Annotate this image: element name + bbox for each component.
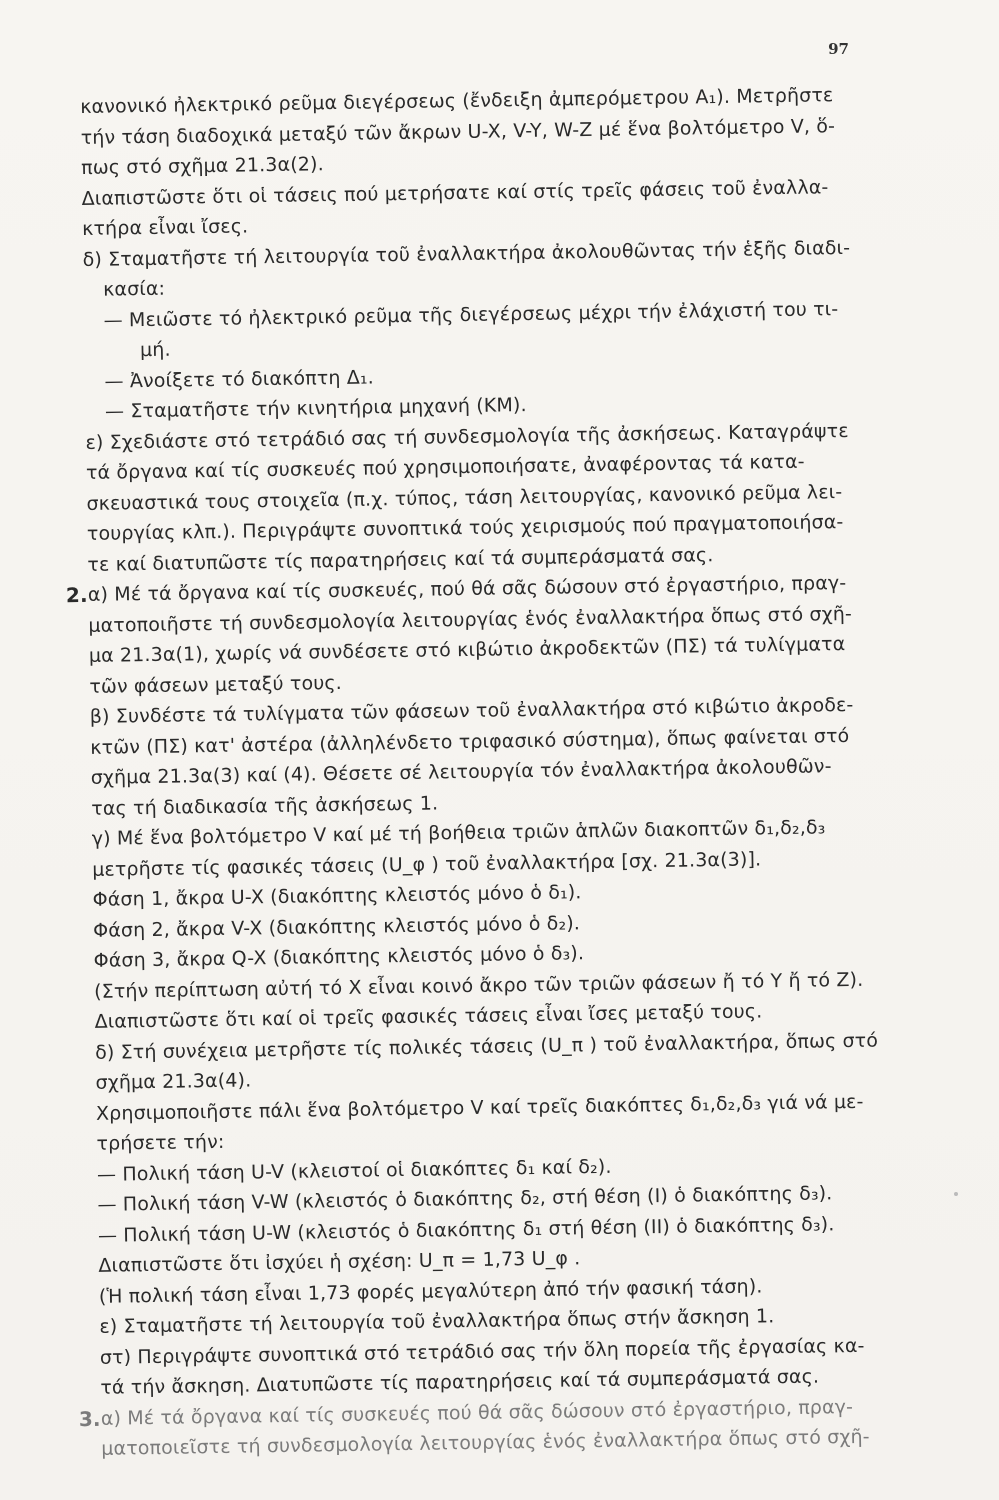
text-line: τά ὄργανα καί τίς συσκευές πού χρησιμοποιήσατε, ἀναφέροντας τά κατα- [85,450,805,484]
text-line: ε) Σχεδιάστε στό τετράδιό σας τή συνδεσμολογία τῆς ἀσκήσεως. Καταγράψτε [85,419,849,454]
text-line: μετρῆστε τίς φασικές τάσεις (U_φ ) τοῦ ἐναλλακτήρα [σχ. 21.3α(3)]. [92,847,762,881]
item-number: 2. [65,582,88,608]
text-line: — Πολική τάση V-W (κλειστός ὁ διακόπτης δ₂, στή θέση (I) ὁ διακόπτης δ₃). [97,1182,833,1216]
text-line: τρήσετε τήν: [96,1130,225,1155]
text-line: τά τήν ἄσκηση. Διατυπῶστε τίς παρατηρήσεις καί τά συμπεράσματά σας. [100,1365,820,1399]
text-line: τήν τάση διαδοχικά μεταξύ τῶν ἄκρων U-X, V-Y, W-Z μέ ἕνα βολτόμετρο V, ὅ- [80,114,836,149]
text-line: ε) Σταματῆστε τή λειτουργία τοῦ ἐναλλακτήρα ὅπως στήν ἄσκηση 1. [99,1305,775,1338]
page-number: 97 [828,40,849,58]
text-line: Φάση 2, ἄκρα V-X (διακόπτης κλειστός μόνο ὁ δ₂). [92,911,581,942]
text-line: — Πολική τάση U-V (κλειστοί οἱ διακόπτες δ₁ καί δ₂). [96,1155,612,1186]
text-line: — Μειῶστε τό ἠλεκτρικό ρεῦμα τῆς διεγέρσεως μέχρι τήν ἐλάχιστή του τι- [103,297,839,332]
text-line: Διαπιστῶστε ὅτι οἱ τάσεις πού μετρήσατε καί στίς τρεῖς φάσεις τοῦ ἐναλλα- [81,175,829,210]
text-line: β) Συνδέστε τά τυλίγματα τῶν φάσεων τοῦ ἐναλλακτήρα στό κιβώτιο ἀκροδε- [89,693,854,728]
text-line: κτήρα εἶναι ἴσες. [81,215,249,240]
text-line: κανονικό ἠλεκτρικό ρεῦμα διεγέρσεως (ἔνδειξη ἀμπερόμετρου A₁). Μετρῆστε [80,84,834,118]
text-line: δ) Στή συνέχεια μετρῆστε τίς πολικές τάσεις (U_π ) τοῦ ἐναλλακτήρα, ὅπως στό [94,1029,879,1064]
item-number: 3. [78,1406,101,1431]
text-line: (Στήν περίπτωση αὐτή τό X εἶναι κοινό ἄκρο τῶν τριῶν φάσεων ἤ τό Y ἤ τό Z). [93,968,864,1003]
text-line: τε καί διατυπῶστε τίς παρατηρήσεις καί τά συμπεράσματά σας. [87,543,714,576]
text-line: 2. α) Μέ τά ὄργανα καί τίς συσκευές, πού θά σᾶς δώσουν στό ἐργαστήριο, πραγ- [88,567,908,610]
text-line: σχῆμα 21.3α(4). [95,1069,252,1094]
text-line: Φάση 3, ἄκρα Q-X (διακόπτης κλειστός μόνο ὁ δ₃). [93,942,585,972]
text-line: — Πολική τάση U-W (κλειστός ὁ διακόπτης δ₁ στή θέση (II) ὁ διακόπτης δ₃). [97,1212,835,1247]
text-line: τουργίας κλπ.). Περιγράψτε συνοπτικά τούς χειρισμούς πού πραγματοποιήσα- [86,511,844,545]
body-text [65,79,921,1464]
text-line: κτῶν (ΠΣ) κατ' ἀστέρα (ἀλληλένδετο τριφασικό σύστημα), ὅπως φαίνεται στό [90,724,850,759]
text-line: Διαπιστῶστε ὅτι καί οἱ τρεῖς φασικές τάσεις εἶναι ἴσες μεταξύ τους. [94,1000,763,1033]
text-line: τῶν φάσεων μεταξύ τους. [89,671,343,698]
text-line: σκευαστικά τους στοιχεῖα (π.χ. τύπος, τάση λειτουργίας, κανονικό ρεῦμα λει- [86,480,843,515]
text-line: 3. α) Μέ τά ὄργανα καί τίς συσκευές πού θά σᾶς δώσουν στό ἐργαστήριο, πραγ- [101,1390,921,1433]
text-line: μή. [139,338,171,362]
text-line: — Ἀνοίξετε τό διακόπτη Δ₁. [104,365,375,393]
text-line: στ) Περιγράψτε συνοπτικά στό τετράδιό σας τήν ὅλη πορεία τῆς ἐργασίας κα- [99,1334,865,1369]
text-line: ματοποιῆστε τή συνδεσμολογία λειτουργίας ἑνός ἐναλλακτήρα ὅπως στό σχῆ- [88,602,853,637]
text-line: Χρησιμοποιῆστε πάλι ἕνα βολτόμετρο V καί τρεῖς διακόπτες δ₁,δ₂,δ₃ γιά νά με- [95,1090,864,1125]
text-line: — Σταματῆστε τήν κινητήρια μηχανή (ΚΜ). [104,394,527,423]
text-line: δ) Σταματῆστε τή λειτουργία τοῦ ἐναλλακτήρα ἀκολουθῶντας τήν ἑξῆς διαδι- [82,236,851,271]
text-line: (Ἡ πολική τάση εἶναι 1,73 φορές μεγαλύτερη ἀπό τήν φασική τάση). [98,1274,763,1308]
text-line: τας τή διαδικασία τῆς ἀσκήσεως 1. [91,791,439,820]
text-line: Φάση 1, ἄκρα U-X (διακόπτης κλειστός μόνο ὁ δ₁). [92,881,582,911]
paper-speck [954,1192,958,1196]
text-line: σχῆμα 21.3α(3) καί (4). Θέσετε σέ λειτουργία τόν ἐναλλακτήρα ἀκολουθῶν- [90,755,832,789]
text-line: γ) Μέ ἕνα βολτόμετρο V καί μέ τή βοήθεια τριῶν ἁπλῶν διακοπτῶν δ₁,δ₂,δ₃ [91,816,826,850]
text-line: ματοποιεῖστε τή συνδεσμολογία λειτουργίας ἑνός ἐναλλακτήρα ὅπως στό σχῆ- [101,1425,870,1460]
text-line: κασία: [102,277,166,301]
text-line: πως στό σχῆμα 21.3α(2). [81,153,324,179]
text-line: Διαπιστῶστε ὅτι ἰσχύει ἡ σχέση: U_π = 1,73 U_φ . [98,1247,581,1277]
text-line: μα 21.3α(1), χωρίς νά συνδέσετε στό κιβώτιο ἀκροδεκτῶν (ΠΣ) τά τυλίγματα [88,633,846,667]
